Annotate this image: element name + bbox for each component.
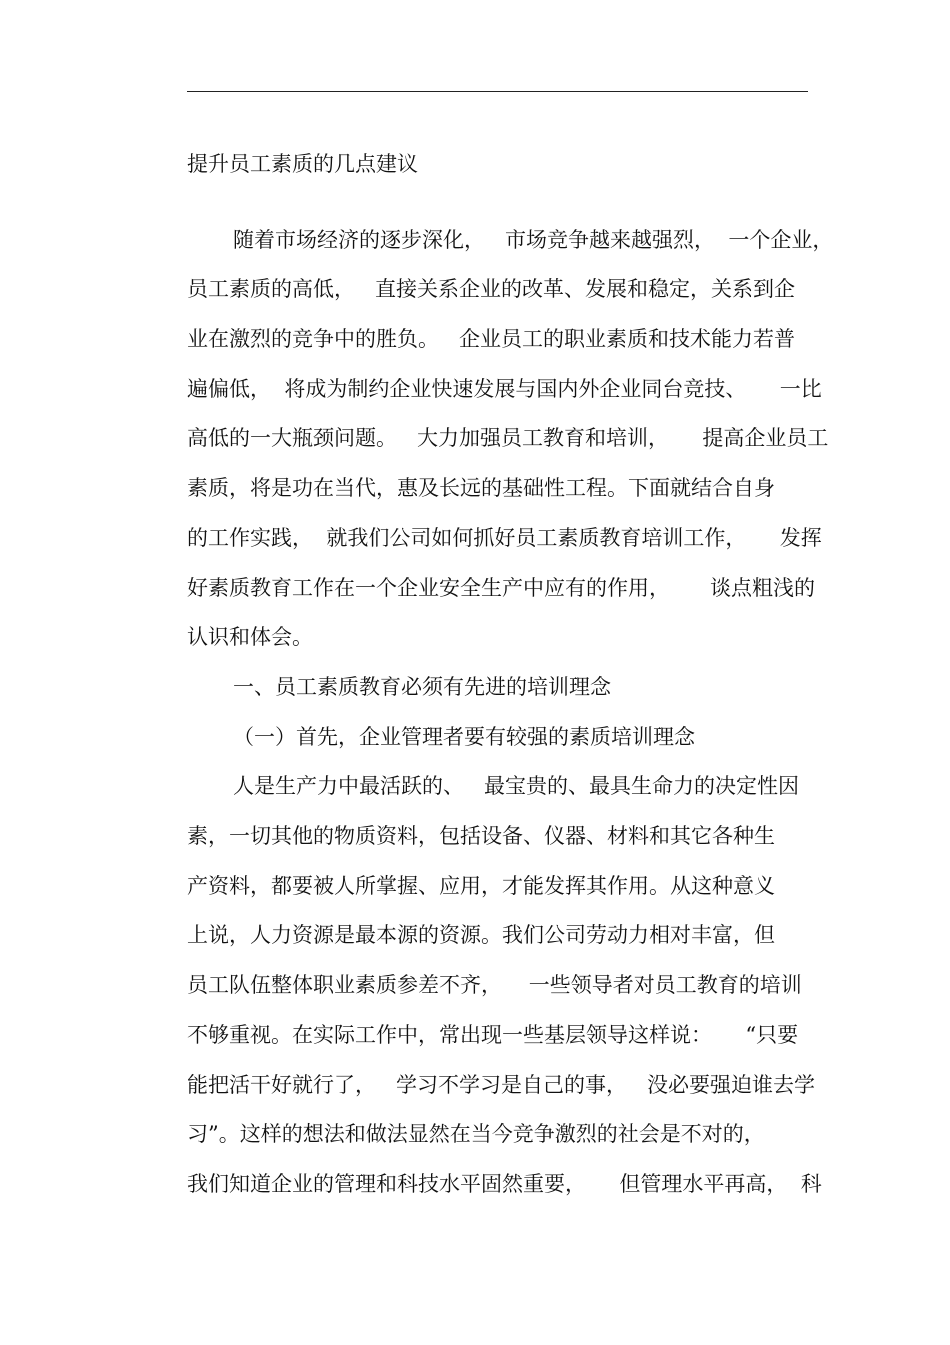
- body-line-16: 员工队伍整体职业素质参差不齐， 一些领导者对员工教育的培训: [187, 973, 802, 997]
- header-rule: [187, 91, 808, 92]
- body-line-17: 不够重视。在实际工作中，常出现一些基层领导这样说： “只要: [187, 1023, 799, 1047]
- body-line-15: 上说，人力资源是最本源的资源。我们公司劳动力相对丰富，但: [187, 923, 775, 947]
- body-line-14: 产资料，都要被人所掌握、应用，才能发挥其作用。从这种意义: [187, 874, 775, 898]
- body-line-1: 随着市场经济的逐步深化， 市场竞争越来越强烈， 一个企业，: [233, 228, 834, 252]
- document-title: 提升员工素质的几点建议: [187, 152, 418, 176]
- body-line-20: 我们知道企业的管理和科技水平固然重要， 但管理水平再高， 科: [187, 1172, 822, 1196]
- body-line-6: 素质，将是功在当代，惠及长远的基础性工程。下面就结合自身: [187, 476, 775, 500]
- body-line-8: 好素质教育工作在一个企业安全生产中应有的作用， 谈点粗浅的: [187, 576, 816, 600]
- body-line-13: 素，一切其他的物质资料，包括设备、仪器、材料和其它各种生: [187, 824, 775, 848]
- body-line-18: 能把活干好就行了， 学习不学习是自己的事， 没必要强迫谁去学: [187, 1073, 816, 1097]
- body-line-7: 的工作实践， 就我们公司如何抓好员工素质教育培训工作， 发挥: [187, 526, 822, 550]
- subsection-heading-1: （一）首先，企业管理者要有较强的素质培训理念: [233, 725, 695, 749]
- body-line-12: 人是生产力中最活跃的、 最宝贵的、最具生命力的决定性因: [233, 774, 800, 798]
- body-line-5: 高低的一大瓶颈问题。 大力加强员工教育和培训， 提高企业员工: [187, 426, 829, 450]
- section-heading-1: 一、员工素质教育必须有先进的培训理念: [233, 675, 611, 699]
- body-line-9: 认识和体会。: [187, 625, 313, 649]
- body-line-19: 习”。这样的想法和做法显然在当今竞争激烈的社会是不对的，: [187, 1122, 765, 1146]
- body-line-4: 遍偏低， 将成为制约企业快速发展与国内外企业同台竞技、 一比: [187, 377, 822, 401]
- body-line-2: 员工素质的高低， 直接关系企业的改革、发展和稳定，关系到企: [187, 277, 796, 301]
- body-line-3: 业在激烈的竞争中的胜负。 企业员工的职业素质和技术能力若普: [187, 327, 796, 351]
